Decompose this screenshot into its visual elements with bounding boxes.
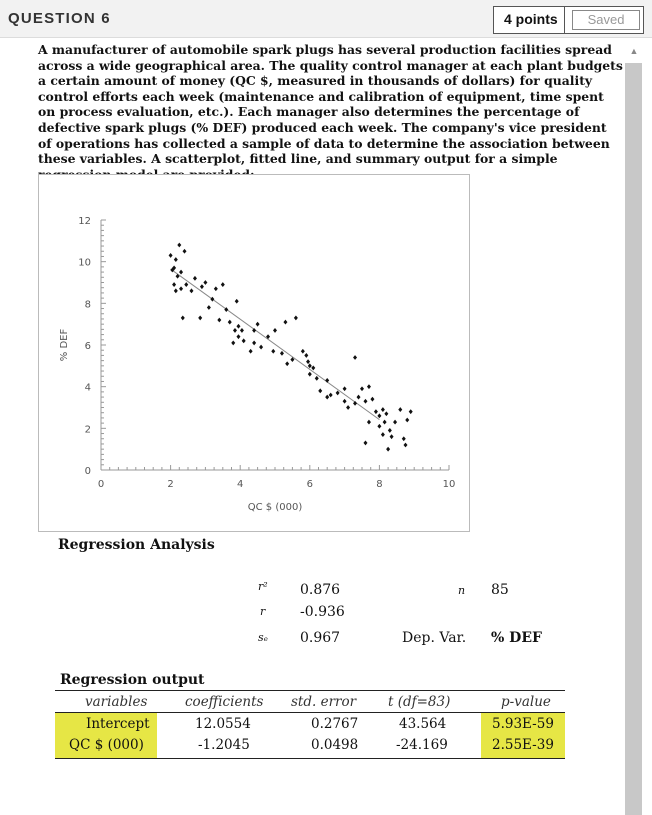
header-coefficients: coefficients bbox=[185, 694, 264, 710]
data-point bbox=[363, 399, 367, 404]
x-tick-label: 4 bbox=[237, 479, 244, 490]
x-tick-label: 0 bbox=[97, 479, 105, 490]
row-intercept-coefficient: 12.0554 bbox=[195, 716, 251, 732]
data-point bbox=[304, 353, 308, 358]
data-point bbox=[381, 432, 385, 437]
x-tick-label: 6 bbox=[306, 479, 313, 490]
row-qc-t: -24.169 bbox=[396, 737, 448, 753]
data-point bbox=[294, 316, 298, 321]
data-point bbox=[367, 420, 371, 425]
data-point bbox=[315, 376, 319, 381]
data-point bbox=[285, 361, 289, 366]
data-point bbox=[252, 341, 256, 346]
data-point bbox=[370, 397, 374, 402]
dep-var-value: % DEF bbox=[491, 630, 542, 646]
header-p-value: p-value bbox=[501, 694, 551, 710]
data-point bbox=[374, 409, 378, 414]
data-point bbox=[189, 288, 193, 293]
data-point bbox=[398, 407, 402, 412]
data-point bbox=[231, 341, 235, 346]
data-point bbox=[177, 243, 181, 248]
data-point bbox=[353, 401, 357, 406]
data-point bbox=[235, 299, 239, 304]
data-point bbox=[377, 424, 381, 429]
data-point bbox=[306, 359, 310, 364]
header-t-stat: t (df=83) bbox=[388, 694, 451, 710]
header-std-error: std. error bbox=[291, 694, 357, 710]
row-intercept-variable: Intercept bbox=[86, 716, 150, 732]
data-point bbox=[381, 407, 385, 412]
data-point bbox=[233, 328, 237, 333]
r2-symbol: r² bbox=[258, 580, 268, 593]
y-tick-label: 6 bbox=[84, 341, 91, 352]
data-point bbox=[343, 386, 347, 391]
scatterplot-figure bbox=[38, 174, 470, 532]
data-point bbox=[301, 349, 305, 354]
data-point bbox=[388, 428, 392, 433]
row-intercept-t: 43.564 bbox=[399, 716, 447, 732]
data-point bbox=[393, 420, 397, 425]
data-point bbox=[236, 324, 240, 329]
data-point bbox=[183, 249, 187, 254]
data-point bbox=[240, 328, 244, 333]
x-tick-label: 10 bbox=[442, 479, 456, 490]
data-point bbox=[318, 388, 322, 393]
scrollbar-thumb[interactable] bbox=[625, 63, 642, 815]
question-title: QUESTION 6 bbox=[8, 10, 111, 27]
data-point bbox=[383, 420, 387, 425]
data-point bbox=[325, 395, 329, 400]
question-header bbox=[0, 0, 652, 38]
data-point bbox=[390, 434, 394, 439]
table-bottom-rule bbox=[55, 758, 565, 759]
n-symbol: n bbox=[458, 584, 466, 597]
x-tick-label: 2 bbox=[167, 479, 174, 490]
data-point bbox=[172, 282, 176, 287]
data-point bbox=[311, 366, 315, 371]
row-qc-p: 2.55E-39 bbox=[492, 737, 554, 753]
data-point bbox=[386, 447, 390, 452]
data-point bbox=[360, 386, 364, 391]
row-qc-coefficient: -1.2045 bbox=[198, 737, 250, 753]
data-point bbox=[179, 270, 183, 275]
r-value: -0.936 bbox=[300, 604, 345, 620]
data-point bbox=[200, 284, 204, 289]
data-point bbox=[377, 413, 381, 418]
data-point bbox=[228, 320, 232, 325]
data-point bbox=[174, 288, 178, 293]
fitted-line bbox=[171, 269, 380, 420]
data-point bbox=[203, 280, 207, 285]
data-point bbox=[367, 384, 371, 389]
r2-value: 0.876 bbox=[300, 582, 341, 598]
data-point bbox=[308, 363, 312, 368]
data-point bbox=[343, 399, 347, 404]
regression-output-title: Regression output bbox=[60, 672, 205, 688]
data-point bbox=[273, 328, 277, 333]
data-point bbox=[179, 286, 183, 291]
row-qc-variable: QC $ (000) bbox=[69, 737, 144, 753]
data-point bbox=[242, 338, 246, 343]
y-axis-label: % DEF bbox=[59, 328, 70, 362]
row-qc-std-error: 0.0498 bbox=[311, 737, 359, 753]
scatterplot-chart bbox=[39, 175, 469, 531]
r-symbol: r bbox=[260, 605, 266, 618]
data-point bbox=[329, 393, 333, 398]
data-point bbox=[271, 349, 275, 354]
y-tick-label: 0 bbox=[84, 466, 91, 477]
data-point bbox=[363, 441, 367, 446]
data-point bbox=[198, 316, 202, 321]
y-tick-label: 2 bbox=[84, 424, 91, 436]
data-point bbox=[249, 349, 253, 354]
data-point bbox=[259, 345, 263, 350]
y-tick-label: 12 bbox=[78, 216, 91, 227]
data-point bbox=[353, 355, 357, 360]
data-point bbox=[409, 409, 413, 414]
data-point bbox=[169, 253, 173, 258]
regression-analysis-title: Regression Analysis bbox=[58, 537, 215, 553]
row-intercept-std-error: 0.2767 bbox=[311, 716, 359, 732]
header-variables: variables bbox=[85, 694, 148, 710]
y-tick-label: 8 bbox=[84, 299, 91, 311]
data-point bbox=[346, 405, 350, 410]
regression-output-table bbox=[55, 690, 565, 762]
y-tick-label: 4 bbox=[84, 382, 91, 394]
row-intercept-p: 5.93E-59 bbox=[492, 716, 554, 732]
saved-status: Saved bbox=[572, 10, 640, 30]
data-point bbox=[283, 320, 287, 325]
data-point bbox=[193, 276, 197, 281]
data-point bbox=[207, 305, 211, 310]
data-point bbox=[181, 316, 185, 321]
y-tick-label: 10 bbox=[78, 257, 91, 269]
data-point bbox=[384, 411, 388, 416]
data-point bbox=[280, 351, 284, 356]
dep-var-label: Dep. Var. bbox=[402, 630, 467, 646]
data-point bbox=[325, 378, 329, 383]
data-point bbox=[214, 286, 218, 291]
data-point bbox=[236, 334, 240, 339]
scroll-up-arrow-icon[interactable]: ▲ bbox=[629, 46, 639, 56]
data-point bbox=[256, 322, 260, 327]
data-point bbox=[174, 257, 178, 262]
data-point bbox=[405, 418, 409, 423]
data-point bbox=[221, 282, 225, 287]
data-point bbox=[402, 436, 406, 441]
points-box bbox=[493, 6, 644, 34]
x-tick-label: 8 bbox=[376, 479, 383, 490]
data-point bbox=[210, 297, 214, 302]
points-label: 4 points bbox=[504, 11, 558, 27]
data-point bbox=[308, 372, 312, 377]
data-point bbox=[336, 391, 340, 396]
data-point bbox=[217, 318, 221, 323]
divider bbox=[564, 7, 565, 33]
data-point bbox=[184, 282, 188, 287]
se-symbol: sₑ bbox=[258, 631, 268, 644]
data-point bbox=[357, 395, 361, 400]
table-top-rule bbox=[55, 690, 565, 691]
x-axis-label: QC $ (000) bbox=[247, 502, 303, 513]
question-text: A manufacturer of automobile spark plugs has several production facilities spread across a wide geographical area. The quality control manager at each plant budgets a certain amount of money (QC $, measured in thousands of dollars) for quality control efforts each week (maintenance and calibration of equipment, time spent on process evaluation, etc.). Each manager also determines the percentage of defective spark plugs (% DEF) produced each week. The company's vice president of operations has collected a sample of data to determine the association between these variables. A scatterplot, fitted line, and summary output for a simple bbox=[38, 42, 623, 167]
se-value: 0.967 bbox=[300, 630, 341, 646]
data-point bbox=[404, 443, 408, 448]
n-value: 85 bbox=[491, 582, 509, 598]
